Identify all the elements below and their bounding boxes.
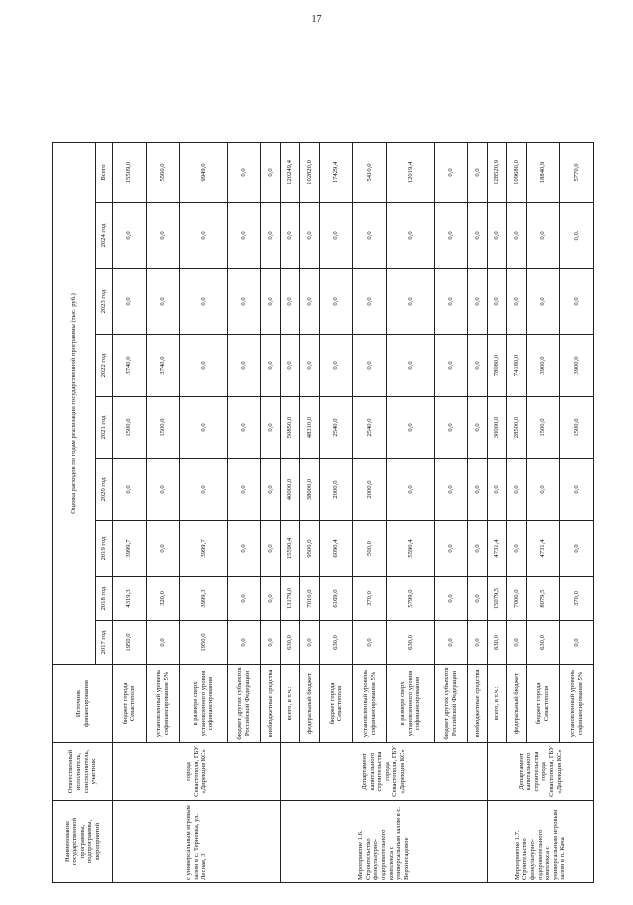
year-header-cell: 2022 год bbox=[96, 335, 113, 397]
year-value-cell: 0,0 bbox=[113, 269, 147, 335]
year-value-cell: 0,0 bbox=[387, 203, 435, 269]
executor-cell: Департамент капитального строительства города Севастополя, ГБУ «Дирекция КС» bbox=[487, 743, 593, 801]
year-value-cell: 3999,7 bbox=[180, 521, 228, 577]
year-value-cell: 0,0 bbox=[261, 397, 281, 459]
year-value-cell: 7000,0 bbox=[507, 577, 527, 621]
year-value-cell: 0,0 bbox=[526, 203, 560, 269]
measure-name-cell: с универсальным игровым залом в с. Терновка, ул. Лесная, 3 bbox=[113, 801, 281, 883]
year-value-cell: 0,0 bbox=[227, 621, 261, 665]
year-value-cell: 1500,0 bbox=[113, 397, 147, 459]
year-value-cell: 15079,5 bbox=[487, 577, 507, 621]
year-header-cell: 2020 год bbox=[96, 459, 113, 521]
year-value-cell: 0,0 bbox=[560, 459, 594, 521]
measure-name-cell: Мероприятие 1.7. Строительство физкультурно-оздоровительного комплекса с универсальным игровым залом в п. Кача bbox=[487, 801, 593, 883]
year-value-cell: 28500,0 bbox=[507, 397, 527, 459]
executor-cell: Департамент капитального строительства города Севастополя, ГБУ «Дирекция КС» bbox=[280, 743, 487, 801]
year-value-cell: 2000,0 bbox=[353, 459, 387, 521]
year-value-cell: 0,0 bbox=[507, 459, 527, 521]
year-value-cell: 74180,0 bbox=[507, 335, 527, 397]
year-value-cell: 0,0 bbox=[180, 203, 228, 269]
year-value-cell: 1500,0 bbox=[560, 397, 594, 459]
year-value-cell: 3740,0 bbox=[113, 335, 147, 397]
executor-cell: города Севастополя, ГБУ «Дирекция КС» bbox=[113, 743, 281, 801]
year-value-cell: 0,0 bbox=[319, 203, 353, 269]
total-cell: 5410,0 bbox=[353, 142, 387, 202]
year-value-cell: 3900,0 bbox=[560, 335, 594, 397]
table-row bbox=[487, 62, 507, 882]
year-value-cell: 0,0 bbox=[526, 459, 560, 521]
year-value-cell: 0,0 bbox=[227, 397, 261, 459]
year-value-cell: 6090,4 bbox=[319, 521, 353, 577]
year-value-cell: 0,0 bbox=[261, 203, 281, 269]
year-value-cell: 370,0 bbox=[353, 577, 387, 621]
year-value-cell: 9500,0 bbox=[300, 521, 320, 577]
year-value-cell: 0,0 bbox=[507, 521, 527, 577]
funding-source-cell: установленный уровень софинансирования 5% bbox=[353, 665, 387, 743]
header-executor: Ответственный исполнитель, соисполнитель, участник bbox=[53, 743, 113, 801]
year-value-cell: 0,0 bbox=[353, 621, 387, 665]
year-value-cell: 630,0 bbox=[319, 621, 353, 665]
year-value-cell: 48310,0 bbox=[300, 397, 320, 459]
year-value-cell: 0,0 bbox=[280, 203, 300, 269]
total-cell: 128520,9 bbox=[487, 142, 507, 202]
total-cell: 120249,4 bbox=[280, 142, 300, 202]
year-value-cell: 0,0 bbox=[387, 335, 435, 397]
year-value-cell: 0,0 bbox=[434, 621, 468, 665]
year-value-cell: 0,0 bbox=[353, 335, 387, 397]
page-number: 17 bbox=[311, 14, 322, 25]
year-value-cell: 2540,0 bbox=[319, 397, 353, 459]
year-value-cell: 3900,0 bbox=[526, 335, 560, 397]
funding-source-cell: федеральный бюджет bbox=[507, 665, 527, 743]
year-header-cell: Всего bbox=[96, 142, 113, 202]
year-value-cell: 0,0 bbox=[146, 521, 180, 577]
year-value-cell: 0,0 bbox=[468, 521, 488, 577]
year-value-cell: 370,0 bbox=[560, 577, 594, 621]
year-header-cell: 2019 год bbox=[96, 521, 113, 577]
year-value-cell: 1950,0 bbox=[113, 621, 147, 665]
year-value-cell: 0,0 bbox=[319, 269, 353, 335]
year-value-cell: 4731,4 bbox=[487, 521, 507, 577]
total-cell: 12019,4 bbox=[387, 142, 435, 202]
year-value-cell: 0,0 bbox=[468, 397, 488, 459]
year-value-cell: 0,0 bbox=[300, 269, 320, 335]
year-value-cell: 0,0 bbox=[487, 269, 507, 335]
year-value-cell: 0,0 bbox=[487, 459, 507, 521]
funding-source-cell: установленный уровень софинансирования 5% bbox=[146, 665, 180, 743]
total-cell: 102820,0 bbox=[300, 142, 320, 202]
year-value-cell: 0,0 bbox=[468, 203, 488, 269]
year-value-cell: 0,0 bbox=[180, 459, 228, 521]
funding-source-cell: установленный уровень софинансирования 5% bbox=[560, 665, 594, 743]
year-value-cell: 0,0 bbox=[280, 269, 300, 335]
funding-source-cell: федеральный бюджет bbox=[300, 665, 320, 743]
year-value-cell: 0,0 bbox=[300, 203, 320, 269]
funding-source-cell: бюджет других субъектов Российской Федерации bbox=[227, 665, 261, 743]
year-value-cell: 1500,0 bbox=[146, 397, 180, 459]
year-value-cell: 0,0 bbox=[227, 335, 261, 397]
header-name: Наименование государственной программы, подпрограммы, мероприятий bbox=[53, 801, 113, 883]
year-value-cell: 0,0 bbox=[261, 459, 281, 521]
year-value-cell: 13179,0 bbox=[280, 577, 300, 621]
year-value-cell: 0,0 bbox=[180, 335, 228, 397]
year-value-cell: 0,0 bbox=[319, 335, 353, 397]
year-value-cell: 320,0 bbox=[146, 577, 180, 621]
total-cell: 109680,0 bbox=[507, 142, 527, 202]
year-value-cell: 0,0 bbox=[146, 459, 180, 521]
year-value-cell: 1500,0 bbox=[526, 397, 560, 459]
year-value-cell: 0,0 bbox=[261, 577, 281, 621]
total-cell: 18840,9 bbox=[526, 142, 560, 202]
year-value-cell: 0,0 bbox=[227, 459, 261, 521]
year-value-cell: 30000,0 bbox=[487, 397, 507, 459]
total-cell: 5770,0 bbox=[560, 142, 594, 202]
year-value-cell: 0,0 bbox=[180, 269, 228, 335]
year-value-cell: 50850,0 bbox=[280, 397, 300, 459]
year-value-cell: 0,0. bbox=[560, 203, 594, 269]
year-value-cell: 0,0 bbox=[280, 335, 300, 397]
total-cell: 0,0 bbox=[468, 142, 488, 202]
year-value-cell: 0,0 bbox=[560, 269, 594, 335]
year-value-cell: 38000,0 bbox=[300, 459, 320, 521]
year-value-cell: 0,0 bbox=[387, 397, 435, 459]
year-value-cell: 0,0 bbox=[300, 621, 320, 665]
year-value-cell: 630,0 bbox=[387, 621, 435, 665]
table-row bbox=[280, 62, 300, 882]
year-value-cell: 0,0 bbox=[146, 203, 180, 269]
year-value-cell: 2000,0 bbox=[319, 459, 353, 521]
year-value-cell: 0,0 bbox=[227, 521, 261, 577]
year-value-cell: 0,0 bbox=[468, 269, 488, 335]
total-cell: 0,0 bbox=[227, 142, 261, 202]
year-value-cell: 0,0 bbox=[227, 577, 261, 621]
year-header-cell: 2018 год bbox=[96, 577, 113, 621]
year-value-cell: 0,0 bbox=[146, 621, 180, 665]
year-value-cell: 0,0 bbox=[113, 203, 147, 269]
table-row bbox=[113, 62, 147, 882]
year-value-cell: 0,0 bbox=[434, 397, 468, 459]
year-header-cell: 2024 год bbox=[96, 203, 113, 269]
year-value-cell: 500,0 bbox=[353, 521, 387, 577]
year-value-cell: 0,0 bbox=[468, 335, 488, 397]
year-value-cell: 0,0 bbox=[261, 521, 281, 577]
year-value-cell: 0,0 bbox=[434, 521, 468, 577]
year-value-cell: 6169,0 bbox=[319, 577, 353, 621]
funding-source-cell: в размере сверх установленного уровня софинансирования bbox=[180, 665, 228, 743]
total-cell: 5560,0 bbox=[146, 142, 180, 202]
expenditure-table bbox=[52, 62, 594, 883]
year-value-cell: 0,0 bbox=[261, 621, 281, 665]
year-value-cell: 630,0 bbox=[487, 621, 507, 665]
total-cell: 0,0 bbox=[261, 142, 281, 202]
year-value-cell: 0,0 bbox=[468, 459, 488, 521]
year-value-cell: 0,0 bbox=[507, 621, 527, 665]
funding-source-cell: внебюджетные средства bbox=[468, 665, 488, 743]
year-value-cell: 0,0 bbox=[146, 269, 180, 335]
year-value-cell: 0,0 bbox=[434, 335, 468, 397]
year-value-cell: 4731,4 bbox=[526, 521, 560, 577]
year-value-cell: 0,0 bbox=[387, 459, 435, 521]
total-cell: 0,0 bbox=[434, 142, 468, 202]
year-value-cell: 3999,3 bbox=[180, 577, 228, 621]
total-cell: 9949,0 bbox=[180, 142, 228, 202]
year-value-cell: 40000,0 bbox=[280, 459, 300, 521]
year-value-cell: 5590,4 bbox=[387, 521, 435, 577]
year-header-cell: 2021 год bbox=[96, 397, 113, 459]
year-value-cell: 4319,3 bbox=[113, 577, 147, 621]
year-value-cell: 7010,0 bbox=[300, 577, 320, 621]
year-value-cell: 0,0 bbox=[113, 459, 147, 521]
header-estimate: Оценка расходов по годам реализации государственной программы (тыс. руб.) bbox=[53, 142, 96, 664]
year-value-cell: 0,0 bbox=[434, 459, 468, 521]
year-value-cell: 0,0 bbox=[560, 621, 594, 665]
year-value-cell: 0,0 bbox=[353, 269, 387, 335]
year-value-cell: 630,0 bbox=[526, 621, 560, 665]
year-value-cell: 0,0 bbox=[227, 203, 261, 269]
year-value-cell: 2540,0 bbox=[353, 397, 387, 459]
funding-source-cell: всего, в т.ч.: bbox=[280, 665, 300, 743]
year-value-cell: 0,0 bbox=[487, 203, 507, 269]
funding-source-cell: всего, в т.ч.: bbox=[487, 665, 507, 743]
year-value-cell: 630,0 bbox=[280, 621, 300, 665]
rotated-table-block bbox=[52, 63, 594, 883]
year-header-cell: 2023 год bbox=[96, 269, 113, 335]
year-value-cell: 0,0 bbox=[434, 577, 468, 621]
funding-source-cell: бюджет города Севастополя bbox=[526, 665, 560, 743]
year-value-cell: 0,0 bbox=[261, 269, 281, 335]
table-body bbox=[113, 62, 594, 882]
year-value-cell: 8079,5 bbox=[526, 577, 560, 621]
funding-source-cell: бюджет других субъектов Российской Федерации bbox=[434, 665, 468, 743]
year-value-cell: 0,0 bbox=[468, 577, 488, 621]
year-value-cell: 0,0 bbox=[227, 269, 261, 335]
year-value-cell: 0,0 bbox=[434, 269, 468, 335]
year-value-cell: 0,0 bbox=[507, 269, 527, 335]
year-value-cell: 0,0 bbox=[387, 269, 435, 335]
year-value-cell: 0,0 bbox=[300, 335, 320, 397]
header-source: Источник финансирования bbox=[53, 665, 113, 743]
total-cell: 17429,4 bbox=[319, 142, 353, 202]
year-value-cell: 0,0 bbox=[353, 203, 387, 269]
year-value-cell: 0,0 bbox=[261, 335, 281, 397]
year-value-cell: 0,0 bbox=[526, 269, 560, 335]
year-value-cell: 15590,4 bbox=[280, 521, 300, 577]
funding-source-cell: бюджет города Севастополя bbox=[113, 665, 147, 743]
year-value-cell: 0,0 bbox=[468, 621, 488, 665]
funding-source-cell: в размере сверх установленного уровня софинансирования bbox=[387, 665, 435, 743]
year-value-cell: 0,0 bbox=[434, 203, 468, 269]
year-value-cell: 3740,0 bbox=[146, 335, 180, 397]
total-cell: 15509,0 bbox=[113, 142, 147, 202]
year-value-cell: 3999,7 bbox=[113, 521, 147, 577]
measure-name-cell: Мероприятие 1.6. Строительство физкультурно-оздоровительного комплекса с универсальным залом в с. Верхнесадовое bbox=[280, 801, 487, 883]
funding-source-cell: бюджет города Севастополя bbox=[319, 665, 353, 743]
year-value-cell: 78080,0 bbox=[487, 335, 507, 397]
year-value-cell: 0,0 bbox=[180, 397, 228, 459]
year-value-cell: 1950,0 bbox=[180, 621, 228, 665]
year-header-cell: 2017 год bbox=[96, 621, 113, 665]
funding-source-cell: внебюджетные средства bbox=[261, 665, 281, 743]
year-value-cell: 0,0 bbox=[560, 521, 594, 577]
year-value-cell: 5799,0 bbox=[387, 577, 435, 621]
year-value-cell: 0,0 bbox=[507, 203, 527, 269]
